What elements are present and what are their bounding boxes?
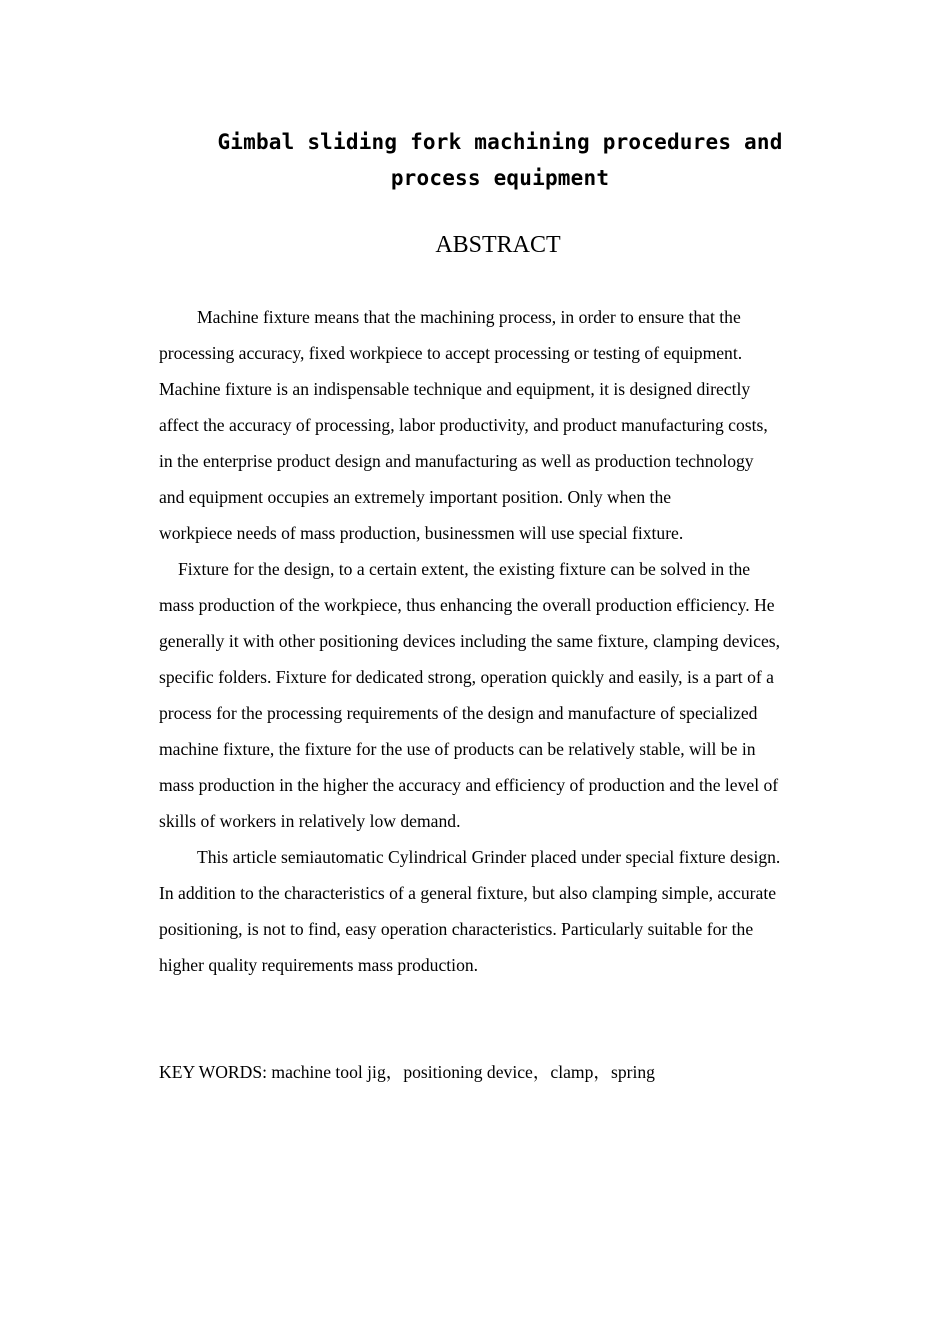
title-line-1: Gimbal sliding fork machining procedures and (217, 130, 783, 154)
body-line: workpiece needs of mass production, businessmen will use special fixture. (159, 523, 684, 543)
title-line-2: process equipment (390, 166, 610, 190)
body-line: machine fixture, the fixture for the use of products can be relatively stable, will be in (159, 739, 756, 759)
document-title (120, 124, 880, 196)
body-line: higher quality requirements mass production. (159, 955, 479, 975)
body-line: mass production in the higher the accuracy and efficiency of production and the level of (159, 775, 779, 795)
body-line: specific folders. Fixture for dedicated strong, operation quickly and easily, is a part of a (159, 667, 774, 687)
body-line: mass production of the workpiece, thus enhancing the overall production efficiency. He (159, 595, 775, 615)
body-line: generally it with other positioning devices including the same fixture, clamping devices, (159, 631, 780, 651)
body-line: in the enterprise product design and manufacturing as well as production technology (159, 451, 754, 471)
body-line: Fixture for the design, to a certain extent, the existing fixture can be solved in the (178, 559, 751, 579)
body-line: processing accuracy, fixed workpiece to accept processing or testing of equipment. (159, 343, 743, 363)
abstract-heading: ABSTRACT (435, 232, 561, 258)
keywords: KEY WORDS: machine tool jig，positioning device，clamp，spring (159, 1062, 655, 1082)
body-line: skills of workers in relatively low demand. (159, 811, 461, 831)
body-line: affect the accuracy of processing, labor productivity, and product manufacturing costs, (159, 415, 768, 435)
body-line: positioning, is not to find, easy operation characteristics. Particularly suitable for the (159, 919, 754, 939)
body-line: Machine fixture is an indispensable technique and equipment, it is designed directly (159, 379, 751, 399)
body-line: This article semiautomatic Cylindrical Grinder placed under special fixture design. (197, 847, 781, 867)
body-line: In addition to the characteristics of a general fixture, but also clamping simple, accurate (159, 883, 777, 903)
abstract-body (159, 299, 839, 983)
body-line: and equipment occupies an extremely important position. Only when the (159, 487, 672, 507)
body-line: Machine fixture means that the machining process, in order to ensure that the (197, 307, 741, 327)
body-line: process for the processing requirements of the design and manufacture of specialized (159, 703, 758, 723)
